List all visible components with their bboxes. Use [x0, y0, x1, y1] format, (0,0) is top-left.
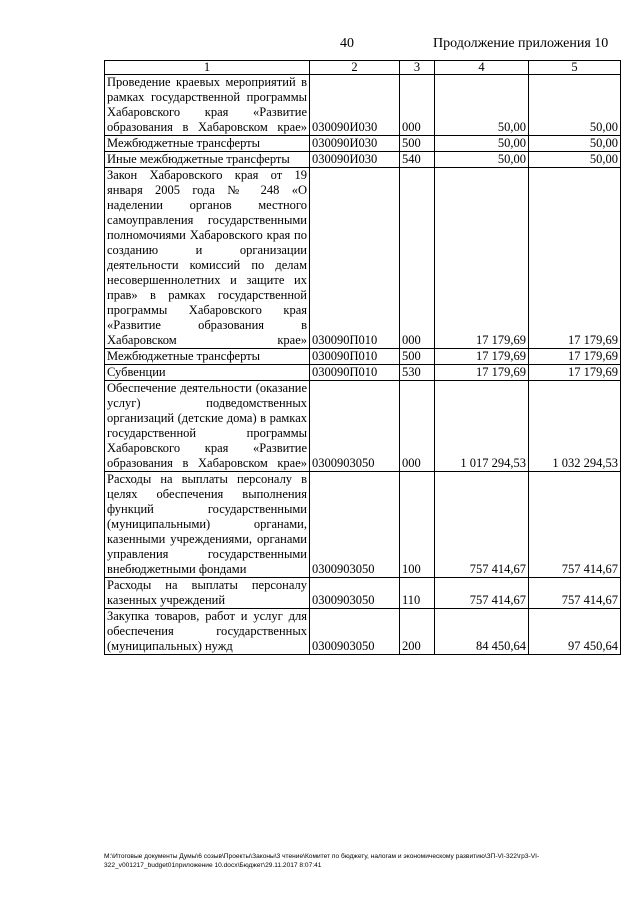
- expense-type-code: 000: [400, 381, 435, 472]
- footer-file-path: M:\Итоговые документы Думы\6 созыв\Проекты\Законы\3 чтение\Комитет по бюджету, налогам и экономическому развитию\ЗП-VI-322\гр3-VI-322_v001217_budget01приложение 10.docx\Бюджет\29.11.2017 8:07:41: [104, 853, 540, 869]
- column-header-3: 3: [400, 61, 435, 75]
- table-row: [105, 168, 621, 349]
- page-number: 40: [340, 36, 354, 51]
- table-row: [105, 578, 621, 609]
- table-row: [105, 75, 621, 136]
- expense-name: Межбюджетные трансферты: [105, 136, 310, 152]
- amount-year-2: 17 179,69: [529, 168, 621, 349]
- column-header-1: 1: [105, 61, 310, 75]
- expense-name: Расходы на выплаты персоналу в целях обеспечения выполнения функций государственными (муниципальными) органами, казенными учреждениями, органами управления государственными внебюджетными фондами: [105, 472, 310, 578]
- table-row: [105, 136, 621, 152]
- column-header-5: 5: [529, 61, 621, 75]
- target-article-code: 030090И030: [310, 136, 400, 152]
- expense-type-code: 200: [400, 609, 435, 655]
- amount-year-2: 17 179,69: [529, 349, 621, 365]
- target-article-code: 030090П010: [310, 349, 400, 365]
- column-header-2: 2: [310, 61, 400, 75]
- amount-year-1: 757 414,67: [435, 472, 529, 578]
- expense-type-code: 500: [400, 136, 435, 152]
- expense-name: Закупка товаров, работ и услуг для обеспечения государственных (муниципальных) нужд: [105, 609, 310, 655]
- column-number-row: [105, 61, 621, 75]
- expense-name: Закон Хабаровского края от 19 января 2005 года № 248 «О наделении органов местного самоуправления государственными полномочиями Хабаровского края по созданию и организации деятельности комиссий по делам несовершеннолетних и защите их прав» в рамках государственной программы Хабаровского края «Развитие образования в Хабаровском крае»: [105, 168, 310, 349]
- amount-year-1: 757 414,67: [435, 578, 529, 609]
- amount-year-1: 17 179,69: [435, 168, 529, 349]
- expense-type-code: 530: [400, 365, 435, 381]
- amount-year-1: 1 017 294,53: [435, 381, 529, 472]
- target-article-code: 0300903050: [310, 578, 400, 609]
- column-header-4: 4: [435, 61, 529, 75]
- amount-year-1: 84 450,64: [435, 609, 529, 655]
- expense-name: Субвенции: [105, 365, 310, 381]
- table-row: [105, 472, 621, 578]
- expense-name: Расходы на выплаты персоналу казенных учреждений: [105, 578, 310, 609]
- amount-year-2: 97 450,64: [529, 609, 621, 655]
- amount-year-2: 50,00: [529, 152, 621, 168]
- table-row: [105, 609, 621, 655]
- table-row: [105, 152, 621, 168]
- expense-name: Иные межбюджетные трансферты: [105, 152, 310, 168]
- expense-type-code: 540: [400, 152, 435, 168]
- appendix-continuation-note: Продолжение приложения 10: [433, 36, 609, 51]
- target-article-code: 030090П010: [310, 365, 400, 381]
- budget-table: [104, 60, 621, 655]
- amount-year-2: 1 032 294,53: [529, 381, 621, 472]
- table-row: [105, 381, 621, 472]
- amount-year-1: 50,00: [435, 136, 529, 152]
- target-article-code: 0300903050: [310, 472, 400, 578]
- amount-year-2: 50,00: [529, 136, 621, 152]
- expense-type-code: 000: [400, 168, 435, 349]
- expense-type-code: 500: [400, 349, 435, 365]
- amount-year-2: 757 414,67: [529, 472, 621, 578]
- amount-year-1: 50,00: [435, 152, 529, 168]
- table-row: [105, 365, 621, 381]
- expense-name: Межбюджетные трансферты: [105, 349, 310, 365]
- amount-year-2: 50,00: [529, 75, 621, 136]
- target-article-code: 030090И030: [310, 152, 400, 168]
- amount-year-2: 757 414,67: [529, 578, 621, 609]
- target-article-code: 030090П010: [310, 168, 400, 349]
- target-article-code: 0300903050: [310, 381, 400, 472]
- target-article-code: 0300903050: [310, 609, 400, 655]
- table-row: [105, 349, 621, 365]
- expense-name: Обеспечение деятельности (оказание услуг) подведомственных организаций (детские дома) в рамках государственной программы Хабаровского края «Развитие образования в Хабаровском крае»: [105, 381, 310, 472]
- target-article-code: 030090И030: [310, 75, 400, 136]
- amount-year-2: 17 179,69: [529, 365, 621, 381]
- amount-year-1: 50,00: [435, 75, 529, 136]
- amount-year-1: 17 179,69: [435, 365, 529, 381]
- expense-type-code: 100: [400, 472, 435, 578]
- expense-type-code: 000: [400, 75, 435, 136]
- expense-type-code: 110: [400, 578, 435, 609]
- expense-name: Проведение краевых мероприятий в рамках государственной программы Хабаровского края «Развитие образования в Хабаровском крае»: [105, 75, 310, 136]
- amount-year-1: 17 179,69: [435, 349, 529, 365]
